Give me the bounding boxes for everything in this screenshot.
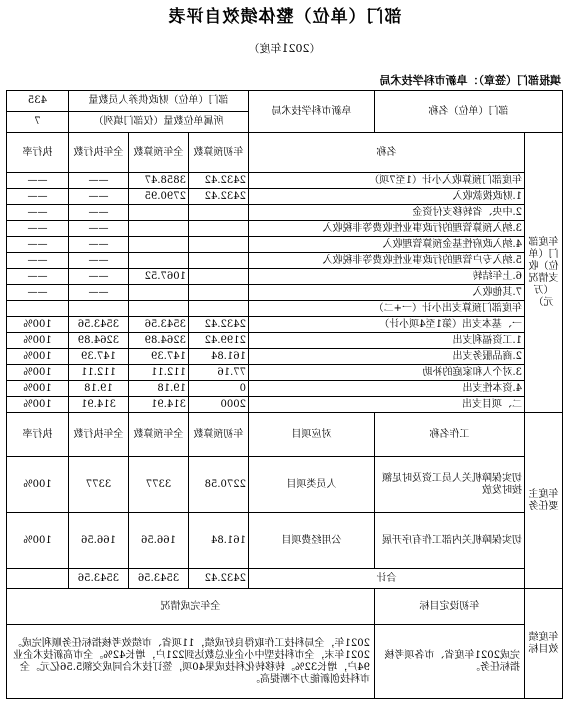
col-header-name: 名称 [249, 133, 525, 173]
tasks-section-label: 年度主要任务 [525, 413, 563, 589]
col-header-rate: 执行率 [6, 133, 68, 173]
budget-rate: —— [6, 205, 68, 221]
budget-full [129, 253, 189, 269]
task-exec: 166.56 [68, 513, 128, 569]
budget-full [129, 205, 189, 221]
actual-text: 2021年，全局科技工作取得良好成绩，11项省、市绩效考核指标任务顺利完成。2021年末，全市科技型中小企业总数达到221户，增长42%。全市高新技术企业94户，增长32%。转移转化科技成果40项，签订技术合同成交额5.56亿元。全市科技创新能力不断提高。 [6, 625, 374, 699]
budget-rate: —— [6, 285, 68, 301]
budget-exec: 112.11 [68, 365, 128, 381]
budget-row [6, 253, 562, 269]
goal-text: 完成2021年度省、市各项考核指标任务。 [375, 625, 525, 699]
budget-row [6, 317, 562, 333]
tasks-total-exec: 3543.56 [68, 569, 128, 589]
budget-rate: 100% [6, 397, 68, 413]
budget-row [6, 221, 562, 237]
col-header-task-full: 全年预算数 [129, 413, 189, 457]
task-exec: 3377 [68, 457, 128, 513]
budget-exec: —— [68, 221, 128, 237]
budget-initial: 0 [189, 381, 249, 397]
budget-full: 3264.89 [129, 333, 189, 349]
budget-row [6, 189, 562, 205]
col-header-goal: 年初设定目标 [375, 589, 525, 625]
budget-full: 19.18 [129, 381, 189, 397]
budget-exec: 3543.56 [68, 317, 128, 333]
goals-row [6, 625, 562, 699]
budget-exec [68, 301, 128, 317]
col-header-full-exec: 全年执行数 [68, 133, 128, 173]
task-name: 切实保障机关人员工资及时足额按时发放 [375, 457, 525, 513]
budget-full: 3543.56 [129, 317, 189, 333]
budget-item-name: 年度部门预算支出小计（一+二） [249, 301, 525, 317]
budget-full [129, 285, 189, 301]
budget-exec: —— [68, 189, 128, 205]
budget-row [6, 301, 562, 317]
dept-name-label: 部门（单位）名称 [375, 91, 563, 133]
tasks-total-full: 3543.56 [129, 569, 189, 589]
budget-item-name: 一、基本支出（第1至4项小计） [249, 317, 525, 333]
staff-count-label: 部门（单位）财政供养人员数量 [68, 91, 248, 112]
budget-exec: 19.18 [68, 381, 128, 397]
budget-item-name: 4.纳入政府性基金预算管理收入 [249, 237, 525, 253]
budget-item-name: 2.中央、省转移支付资金 [249, 205, 525, 221]
budget-item-name: 1.财政拨款收入 [249, 189, 525, 205]
budget-exec: —— [68, 173, 128, 189]
budget-item-name: 1.工资福利支出 [249, 333, 525, 349]
budget-item-name: 6.上年结转 [249, 269, 525, 285]
col-header-initial: 年初预算数 [189, 133, 249, 173]
budget-rate: —— [6, 221, 68, 237]
col-header-project: 对应项目 [249, 413, 375, 457]
tasks-total-rate [6, 569, 68, 589]
budget-row [6, 349, 562, 365]
budget-initial: 2432.42 [189, 173, 249, 189]
budget-exec: —— [68, 269, 128, 285]
task-name: 切实保障机关内部工作有序开展 [375, 513, 525, 569]
col-header-full-budget: 全年预算数 [129, 133, 189, 173]
reporting-unit: 填报部门（签章）：阜新市科学技术局 [379, 74, 561, 87]
budget-initial [189, 221, 249, 237]
budget-row [6, 237, 562, 253]
budget-exec: —— [68, 253, 128, 269]
page-title: 部门（单位）整体绩效自评表 [167, 7, 402, 27]
budget-item-name: 3.对个人和家庭的补助 [249, 365, 525, 381]
budget-rate: —— [6, 237, 68, 253]
budget-rate [6, 301, 68, 317]
budget-rate: —— [6, 173, 68, 189]
budget-exec: 3264.89 [68, 333, 128, 349]
task-row [6, 457, 562, 513]
budget-full [129, 221, 189, 237]
budget-item-name: 5.纳入专户管理的行政事业性收费等非税收入 [249, 253, 525, 269]
budget-item-name: 2.商品服务支出 [249, 349, 525, 365]
tasks-header-row [6, 413, 562, 457]
budget-exec: 314.91 [68, 397, 128, 413]
budget-item-name: 二、项目支出 [249, 397, 525, 413]
budget-row [6, 333, 562, 349]
task-row [6, 513, 562, 569]
budget-full: 112.11 [129, 365, 189, 381]
goals-section-label: 年度绩效目标 [525, 589, 563, 699]
budget-full: 2790.95 [129, 189, 189, 205]
fiscal-year: （2021年度） [248, 42, 321, 55]
task-project: 公用经费项目 [249, 513, 375, 569]
budget-rate: —— [6, 189, 68, 205]
task-rate: 100% [6, 513, 68, 569]
budget-row [6, 269, 562, 285]
budget-row [6, 397, 562, 413]
col-header-task-initial: 年初预算数 [189, 413, 249, 457]
budget-exec: 147.39 [68, 349, 128, 365]
staff-count-value: 435 [6, 91, 68, 112]
dept-name-value: 阜新市科学技术局 [249, 91, 375, 133]
col-header-task: 工作名称 [375, 413, 525, 457]
budget-rate: —— [6, 253, 68, 269]
budget-initial [189, 253, 249, 269]
goals-header-row [6, 589, 562, 625]
tasks-total-row [6, 569, 562, 589]
budget-initial: 2432.42 [189, 317, 249, 333]
budget-rate: —— [6, 269, 68, 285]
budget-initial: 77.16 [189, 365, 249, 381]
budget-rate: 100% [6, 365, 68, 381]
task-full: 3377 [129, 457, 189, 513]
budget-initial [189, 269, 249, 285]
sub-unit-count-value: 7 [6, 112, 68, 133]
budget-full [129, 301, 189, 317]
budget-item-name: 4.资本性支出 [249, 381, 525, 397]
budget-rate: 100% [6, 381, 68, 397]
budget-initial [189, 301, 249, 317]
sub-unit-count-label: 所属单位数量（仅部门填列） [68, 112, 248, 133]
budget-full: 147.39 [129, 349, 189, 365]
budget-row [6, 173, 562, 189]
budget-item-name: 7.其他收入 [249, 285, 525, 301]
tasks-total-label: 合计 [249, 569, 525, 589]
budget-item-name: 年度部门预算收入小计（1至7项） [249, 173, 525, 189]
task-project: 人员类项目 [249, 457, 375, 513]
budget-rate: 100% [6, 349, 68, 365]
col-header-task-exec: 全年执行数 [68, 413, 128, 457]
budget-item-name: 3.纳入预算管理的行政事业性收费等非税收入 [249, 221, 525, 237]
budget-row [6, 205, 562, 221]
budget-initial [189, 237, 249, 253]
budget-rate: 100% [6, 333, 68, 349]
budget-initial: 2199.42 [189, 333, 249, 349]
tasks-total-initial: 2432.42 [189, 569, 249, 589]
self-evaluation-table [6, 90, 563, 699]
col-header-task-rate: 执行率 [6, 413, 68, 457]
budget-initial [189, 285, 249, 301]
budget-exec: —— [68, 285, 128, 301]
budget-initial [189, 205, 249, 221]
budget-initial: 2432.42 [189, 189, 249, 205]
task-initial: 161.84 [189, 513, 249, 569]
budget-full [129, 237, 189, 253]
budget-exec: —— [68, 205, 128, 221]
budget-full: 3858.47 [129, 173, 189, 189]
budget-exec: —— [68, 237, 128, 253]
budget-initial: 2000 [189, 397, 249, 413]
budget-rate: 100% [6, 317, 68, 333]
budget-full: 314.91 [129, 397, 189, 413]
budget-full: 1067.52 [129, 269, 189, 285]
budget-section-label: 年度部门（单位）收支情况（万元） [525, 133, 563, 413]
budget-row [6, 285, 562, 301]
budget-row [6, 381, 562, 397]
budget-initial: 161.84 [189, 349, 249, 365]
task-rate: 100% [6, 457, 68, 513]
task-full: 166.56 [129, 513, 189, 569]
budget-row [6, 365, 562, 381]
col-header-actual: 全年完成情况 [6, 589, 374, 625]
task-initial: 2270.58 [189, 457, 249, 513]
